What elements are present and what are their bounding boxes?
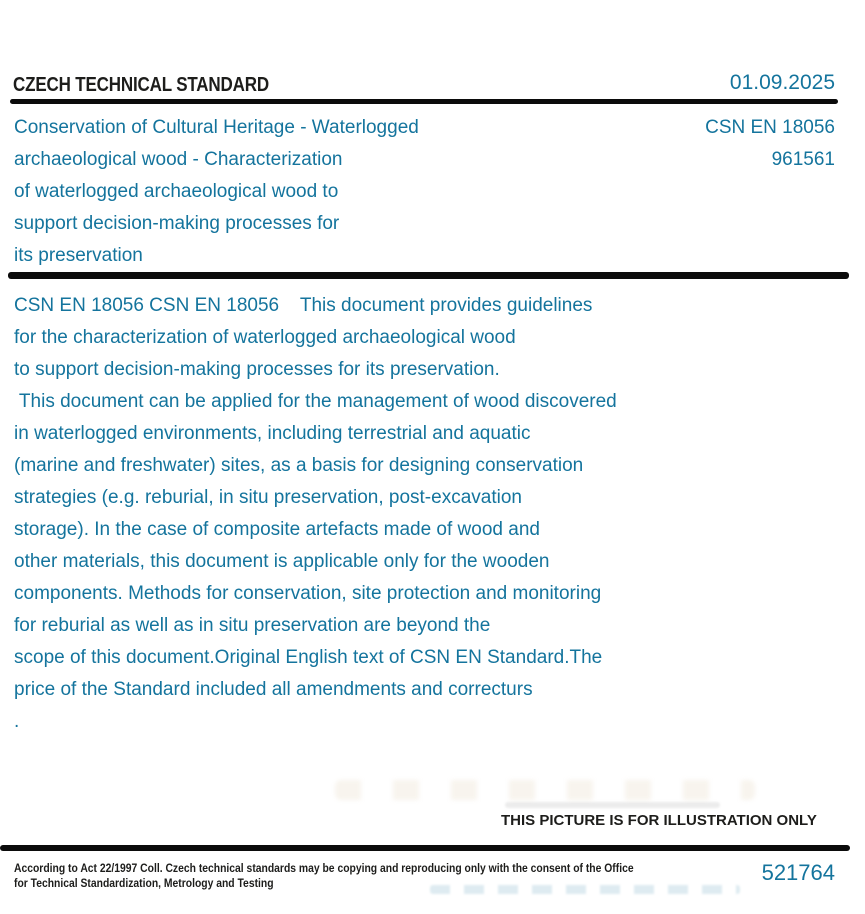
catalog-number: 961561 — [771, 149, 835, 170]
scope-text-line: . — [14, 711, 20, 732]
scan-artifact-smudge — [335, 780, 755, 800]
scope-text-line: (marine and freshwater) sites, as a basis for designing conservation — [14, 455, 584, 476]
scope-text-line: components. Methods for conservation, site protection and monitoring — [14, 583, 602, 604]
standard-title-line: its preservation — [14, 245, 143, 266]
title-divider-rule — [8, 272, 849, 279]
document-number: 521764 — [761, 860, 835, 885]
scope-text-line: for reburial as well as in situ preservation are beyond the — [14, 615, 491, 636]
copyright-notice-line: for Technical Standardization, Metrology and Testing — [14, 877, 274, 890]
scope-text-line: price of the Standard included all amendments and correcturs — [14, 679, 533, 700]
standard-title — [14, 112, 574, 272]
scope-text-line: for the characterization of waterlogged archaeological wood — [14, 327, 516, 348]
scan-artifact-gray-streak — [505, 802, 720, 808]
scope-text-line: This document can be applied for the management of wood discovered — [14, 391, 617, 412]
scope-text-line: other materials, this document is applicable only for the wooden — [14, 551, 550, 572]
scope-text-line: CSN EN 18056 CSN EN 18056 This document provides guidelines — [14, 295, 593, 316]
scope-text-line: scope of this document.Original English text of CSN EN Standard.The — [14, 647, 603, 668]
standard-title-line: of waterlogged archaeological wood to — [14, 181, 339, 202]
page-title: CZECH TECHNICAL STANDARD — [13, 74, 269, 96]
standard-title-line: support decision-making processes for — [14, 213, 340, 234]
scope-text-line: to support decision-making processes for its preservation. — [14, 359, 500, 380]
copyright-notice-line: According to Act 22/1997 Coll. Czech technical standards may be copying and reproducing only with the consent of the Office — [14, 863, 634, 875]
issue-date: 01.09.2025 — [729, 71, 835, 94]
footer-divider-rule — [0, 845, 850, 851]
scope-text-line: storage). In the case of composite artefacts made of wood and — [14, 519, 540, 540]
standard-identifiers — [705, 112, 835, 176]
standard-title-line: Conservation of Cultural Heritage - Waterlogged — [14, 117, 419, 138]
copyright-notice — [14, 862, 634, 891]
scope-text-line: strategies (e.g. reburial, in situ preservation, post-excavation — [14, 487, 522, 508]
header-divider-rule — [10, 99, 838, 104]
standard-code: CSN EN 18056 — [705, 117, 835, 138]
illustration-only-note: THIS PICTURE IS FOR ILLUSTRATION ONLY — [501, 812, 817, 829]
scope-text — [14, 290, 754, 738]
scope-text-line: in waterlogged environments, including terrestrial and aquatic — [14, 423, 531, 444]
standard-title-line: archaeological wood - Characterization — [14, 149, 343, 170]
